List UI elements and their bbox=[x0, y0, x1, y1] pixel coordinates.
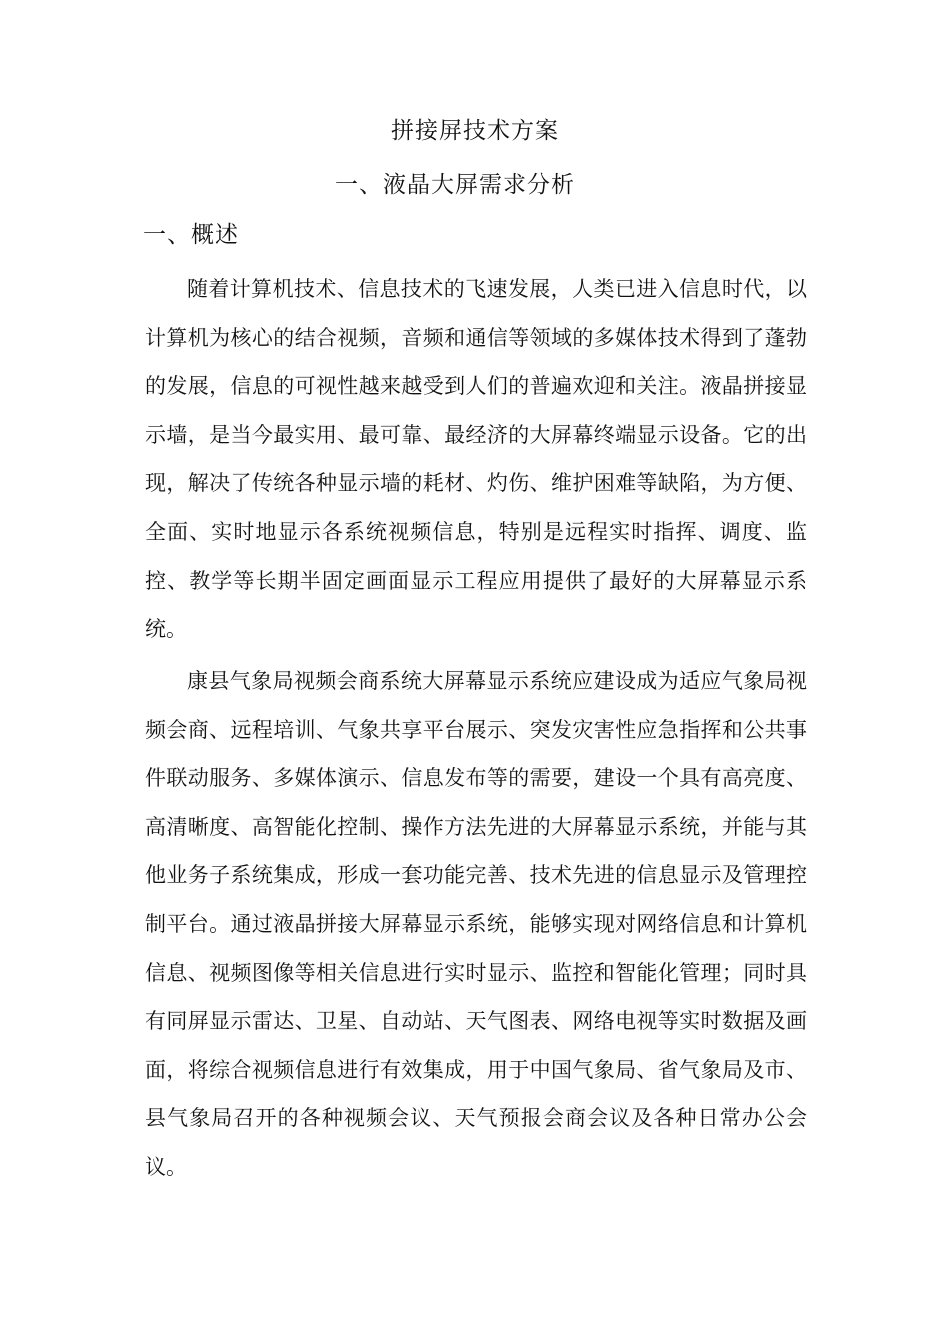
section-heading: 一、概述 bbox=[143, 222, 239, 248]
body-paragraph: 随着计算机技术、信息技术的飞速发展，人类已进入信息时代，以计算机为核心的结合视频，音频和通信等领域的多媒体技术得到了蓬勃的发展，信息的可视性越来越受到人们的普遍欢迎和关注。液晶拼接显示墙，是当今最实用、最可靠、最经济的大屏幕终端显示设备。它的出现，解决了传统各种显示墙的耗材、灼伤、维护困难等缺陷，为方便、全面、实时地显示各系统视频信息，特别是远程实时指挥、调度、监控、教学等长期半固定画面显示工程应用提供了最好的大屏幕显示系统。 bbox=[145, 277, 807, 642]
document-title: 拼接屏技术方案 bbox=[391, 118, 559, 144]
chapter-heading: 一、液晶大屏需求分析 bbox=[335, 172, 575, 198]
body-paragraph: 康县气象局视频会商系统大屏幕显示系统应建设成为适应气象局视频会商、远程培训、气象共享平台展示、突发灾害性应急指挥和公共事件联动服务、多媒体演示、信息发布等的需要，建设一个具有高亮度、高清晰度、高智能化控制、操作方法先进的大屏幕显示系统，并能与其他业务子系统集成，形成一套功能完善、技术先进的信息显示及管理控制平台。通过液晶拼接大屏幕显示系统，能够实现对网络信息和计算机信息、视频图像等相关信息进行实时显示、监控和智能化管理；同时具有同屏显示雷达、卫星、自动站、天气图表、网络电视等实时数据及画面，将综合视频信息进行有效集成，用于中国气象局、省气象局及市、县气象局召开的各种视频会议、天气预报会商会议及各种日常办公会议。 bbox=[145, 669, 807, 1179]
